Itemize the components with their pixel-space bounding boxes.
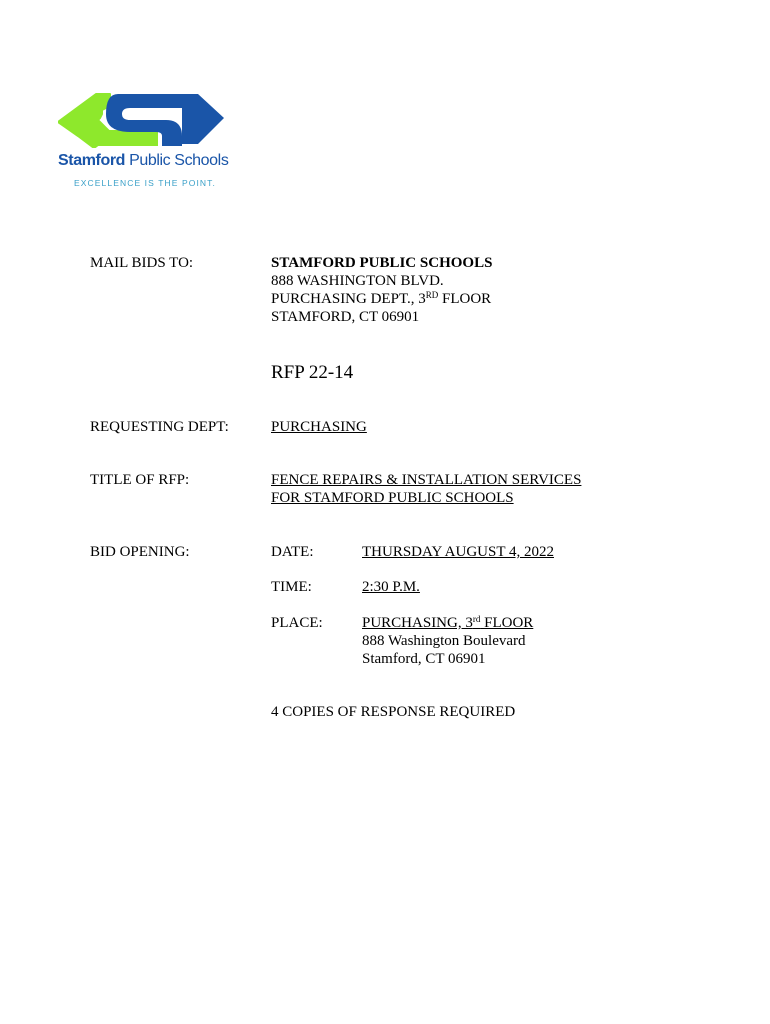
bid-time-value: 2:30 P.M. <box>362 579 420 595</box>
mail-line-3: PURCHASING DEPT., 3RD FLOOR <box>271 290 492 307</box>
logo-wordmark: Stamford Public Schools <box>58 152 229 169</box>
stamford-public-schools-logo <box>56 92 229 197</box>
copies-required: 4 COPIES OF RESPONSE REQUIRED <box>271 704 516 720</box>
bid-date-label: DATE: <box>271 544 314 560</box>
bid-place-line-1: PURCHASING, 3rd FLOOR <box>362 614 534 631</box>
bid-opening-label: BID OPENING: <box>90 544 190 560</box>
bid-place-label: PLACE: <box>271 615 323 631</box>
rfp-number: RFP 22-14 <box>271 362 354 383</box>
logo-tagline: EXCELLENCE IS THE POINT. <box>74 178 216 188</box>
bid-place-line-2: 888 Washington Boulevard <box>362 633 526 649</box>
bid-place-line-3: Stamford, CT 06901 <box>362 651 486 667</box>
logo-arrows-icon <box>58 92 224 148</box>
requesting-dept-label: REQUESTING DEPT: <box>90 419 229 435</box>
mail-bids-label: MAIL BIDS TO: <box>90 255 194 271</box>
bid-date-value: THURSDAY AUGUST 4, 2022 <box>362 544 554 560</box>
mail-line-2: 888 WASHINGTON BLVD. <box>271 273 444 289</box>
mail-line-1: STAMFORD PUBLIC SCHOOLS <box>271 255 493 271</box>
rfp-title-label: TITLE OF RFP: <box>90 472 190 488</box>
rfp-title-line-2: FOR STAMFORD PUBLIC SCHOOLS <box>271 490 514 506</box>
bid-time-label: TIME: <box>271 579 312 595</box>
mail-line-4: STAMFORD, CT 06901 <box>271 309 420 325</box>
rfp-title-line-1: FENCE REPAIRS & INSTALLATION SERVICES <box>271 472 582 488</box>
requesting-dept-value: PURCHASING <box>271 419 367 435</box>
